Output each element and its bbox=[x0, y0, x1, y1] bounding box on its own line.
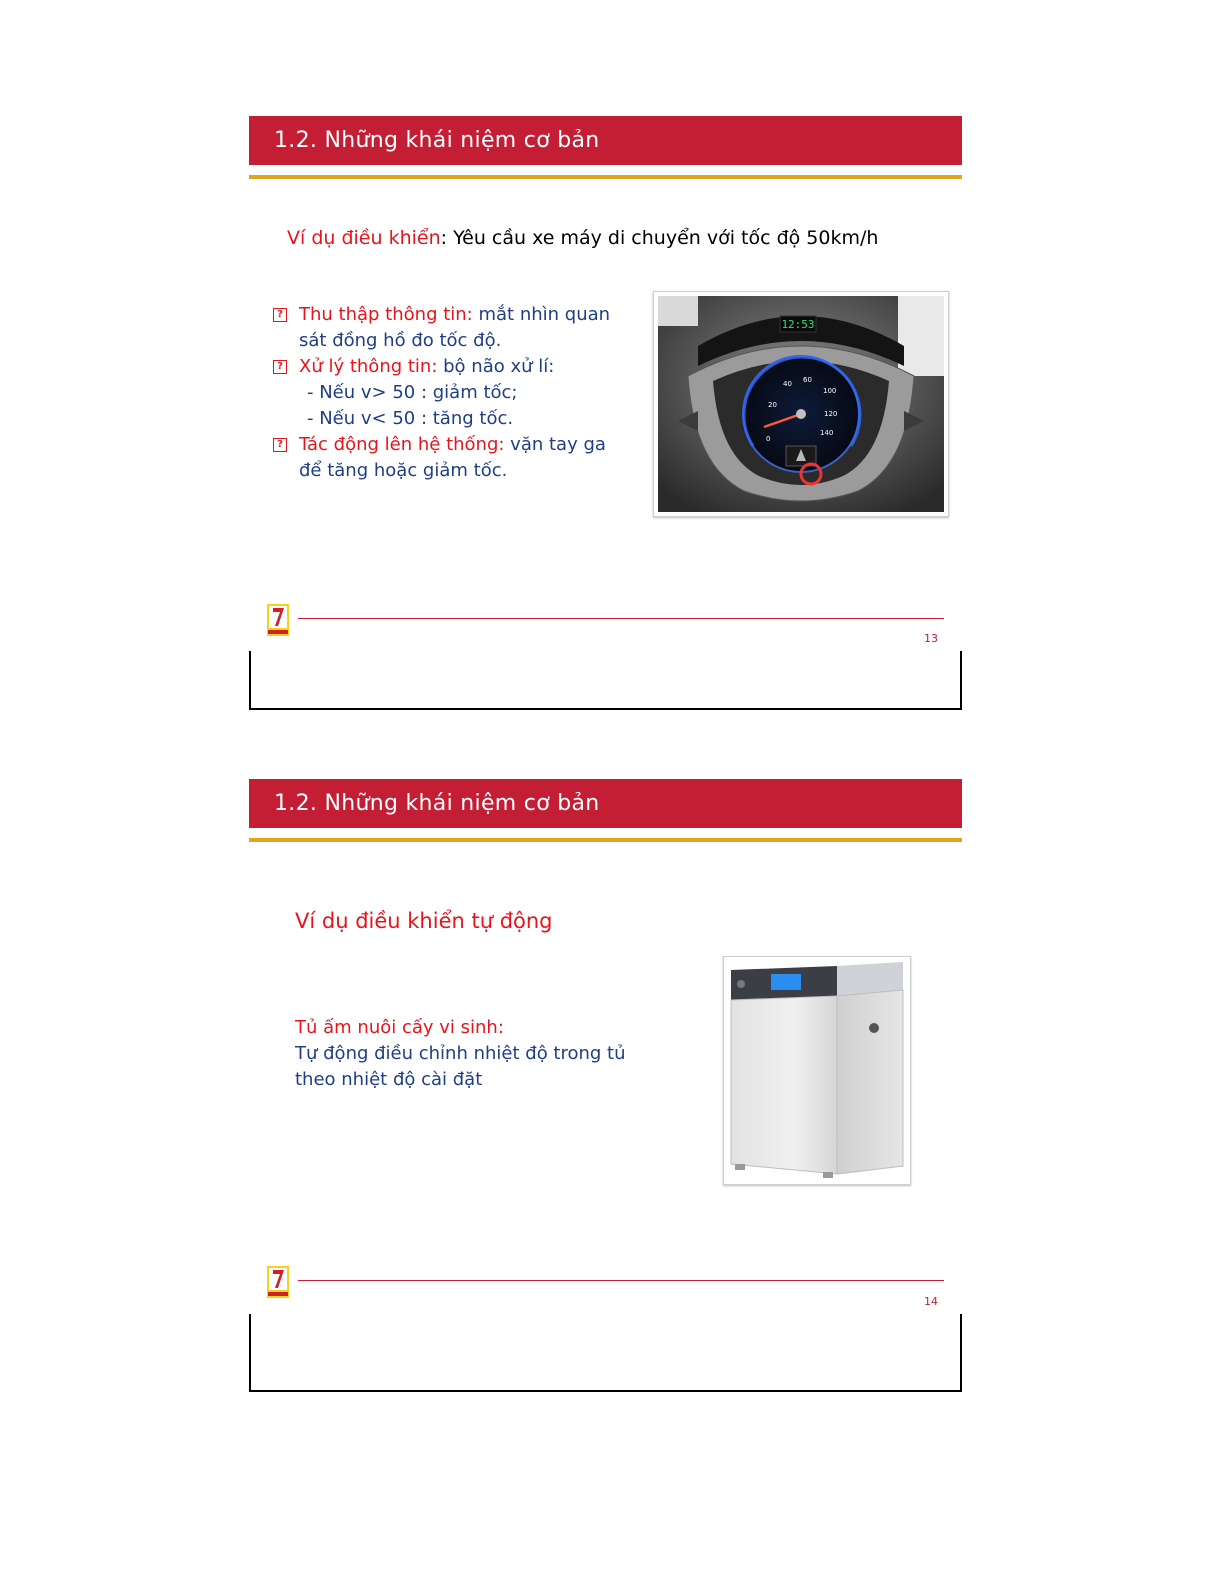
bullet-item: ? Tác động lên hệ thống: vặn tay ga để tăng hoặc giảm tốc. bbox=[273, 432, 643, 484]
slide-title: 1.2. Những khái niệm cơ bản bbox=[249, 116, 962, 165]
slide-frame bbox=[249, 651, 962, 710]
svg-text:0: 0 bbox=[766, 435, 771, 443]
footer-divider bbox=[298, 1280, 944, 1281]
speedometer-photo bbox=[653, 291, 949, 517]
svg-text:100: 100 bbox=[823, 387, 837, 395]
svg-text:20: 20 bbox=[768, 401, 777, 409]
svg-text:40: 40 bbox=[783, 380, 792, 388]
item-line: Tự động điều chỉnh nhiệt độ trong tủ bbox=[295, 1043, 626, 1064]
bullet-item: ? Xử lý thông tin: bộ não xử lí: bbox=[273, 354, 643, 380]
svg-text:60: 60 bbox=[803, 376, 812, 384]
slide-13 bbox=[249, 116, 962, 710]
incubator-description bbox=[295, 1015, 626, 1093]
slide-title: 1.2. Những khái niệm cơ bản bbox=[249, 779, 962, 828]
title-underline bbox=[249, 838, 962, 842]
university-logo-icon bbox=[267, 604, 289, 636]
incubator-photo bbox=[723, 956, 911, 1185]
bullet-marker-icon: ? bbox=[273, 360, 287, 374]
svg-text:140: 140 bbox=[820, 429, 834, 437]
university-logo-icon bbox=[267, 1266, 289, 1298]
page-number: 14 bbox=[924, 1295, 938, 1308]
bullet-list bbox=[273, 302, 643, 484]
sub-bullet: - Nếu v< 50 : tăng tốc. bbox=[307, 408, 514, 429]
item-label: Tủ ấm nuôi cấy vi sinh: bbox=[295, 1017, 504, 1038]
incubator-illustration bbox=[727, 960, 907, 1181]
example-label: Ví dụ điều khiển bbox=[287, 227, 441, 249]
bullet-marker-icon: ? bbox=[273, 308, 287, 322]
speedometer-illustration bbox=[658, 296, 944, 512]
example-line bbox=[287, 227, 878, 249]
clock-display: 12:53 bbox=[781, 318, 815, 331]
example-text: : Yêu cầu xe máy di chuyển với tốc độ 50km/h bbox=[440, 227, 879, 249]
bullet-marker-icon: ? bbox=[273, 438, 287, 452]
example-heading: Ví dụ điều khiển tự động bbox=[295, 909, 553, 933]
bullet-item: ? Thu thập thông tin: mắt nhìn quan sát đồng hồ đo tốc độ. bbox=[273, 302, 643, 354]
title-underline bbox=[249, 175, 962, 179]
svg-text:120: 120 bbox=[824, 410, 838, 418]
page-number: 13 bbox=[924, 632, 938, 645]
slide-14 bbox=[249, 779, 962, 1392]
item-line: theo nhiệt độ cài đặt bbox=[295, 1069, 483, 1090]
footer-divider bbox=[298, 618, 944, 619]
sub-bullet: - Nếu v> 50 : giảm tốc; bbox=[307, 382, 518, 403]
slide-frame bbox=[249, 1314, 962, 1392]
